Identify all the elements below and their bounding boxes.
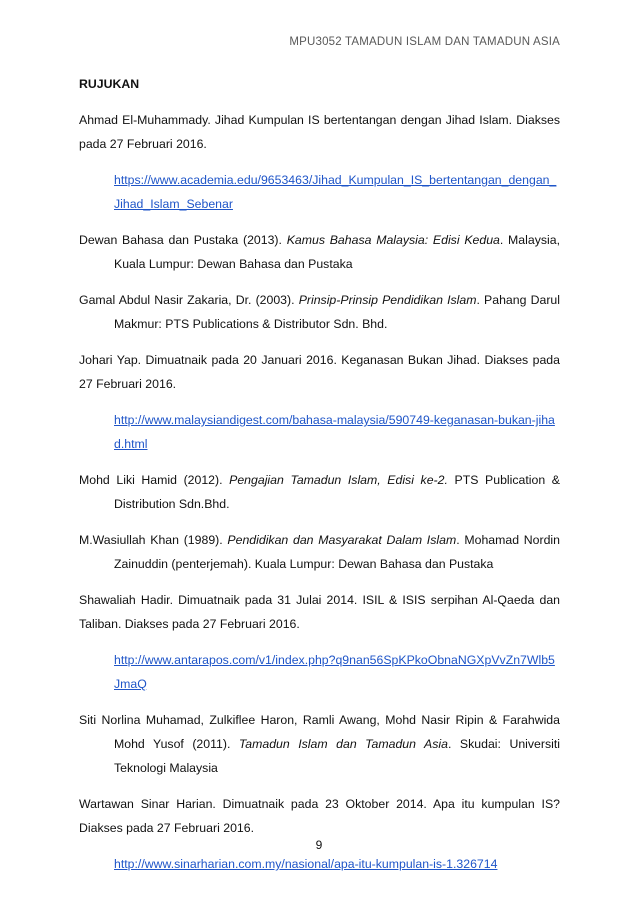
- reference-text: . Mohamad Nordin Zainuddin (penterjemah). Kuala Lumpur: Dewan Bahasa dan Pustaka: [114, 533, 561, 571]
- running-header: MPU3052 TAMADUN ISLAM DAN TAMADUN ASIA: [289, 36, 560, 48]
- reference-text: . Skudai: Universiti Teknologi Malaysia: [114, 737, 561, 775]
- reference-text: M.Wasiullah Khan (1989).: [79, 533, 228, 547]
- reference-link[interactable]: http://www.sinarharian.com.my/nasional/apa-itu-kumpulan-is-1.326714: [114, 857, 498, 871]
- reference-text: Ahmad El-Muhammady. Jihad Kumpulan IS bertentangan dengan Jihad Islam. Diakses pada 27 Februari 2016.: [79, 113, 560, 151]
- reference-title: Pendidikan dan Masyarakat Dalam Islam: [227, 533, 457, 547]
- reference-entry: [79, 108, 560, 156]
- reference-title: Pengajian Tamadun Islam, Edisi ke-2.: [229, 473, 448, 487]
- reference-text: . Pahang Darul Makmur: PTS Publications & Distributor Sdn. Bhd.: [114, 293, 560, 331]
- section-heading: RUJUKAN: [79, 77, 140, 91]
- references-section: [79, 72, 560, 888]
- page-number: 9: [315, 838, 323, 852]
- reference-text: Mohd Liki Hamid (2012).: [79, 473, 230, 487]
- reference-text: Gamal Abdul Nasir Zakaria, Dr. (2003).: [79, 293, 299, 307]
- reference-entry: [79, 228, 560, 276]
- reference-entry: [79, 588, 560, 636]
- reference-text: PTS Publication & Distribution Sdn.Bhd.: [114, 473, 560, 511]
- reference-title: Prinsip-Prinsip Pendidikan Islam: [298, 293, 477, 307]
- reference-entry: [79, 792, 560, 840]
- reference-text: Wartawan Sinar Harian. Dimuatnaik pada 23 Oktober 2014. Apa itu kumpulan IS? Diakses pada 27 Februari 2016.: [79, 797, 560, 835]
- reference-text: Shawaliah Hadir. Dimuatnaik pada 31 Julai 2014. ISIL & ISIS serpihan Al-Qaeda dan Taliban. Diakses pada 27 Februari 2016.: [79, 593, 560, 631]
- reference-link[interactable]: http://www.antarapos.com/v1/index.php?q9nan56SpKPkoObnaNGXpVvZn7Wlb5JmaQ: [114, 653, 555, 691]
- reference-title: Tamadun Islam dan Tamadun Asia: [238, 737, 448, 751]
- reference-entry: [79, 288, 560, 336]
- reference-text: Johari Yap. Dimuatnaik pada 20 Januari 2016. Keganasan Bukan Jihad. Diakses pada 27 Februari 2016.: [79, 353, 560, 391]
- reference-text: Dewan Bahasa dan Pustaka (2013).: [79, 233, 287, 247]
- reference-link[interactable]: http://www.malaysiandigest.com/bahasa-malaysia/590749-keganasan-bukan-jihad.html: [114, 413, 555, 451]
- reference-entry: [79, 528, 560, 576]
- reference-link[interactable]: https://www.academia.edu/9653463/Jihad_Kumpulan_IS_bertentangan_dengan_Jihad_Islam_Sebenar: [114, 173, 557, 211]
- reference-text: Siti Norlina Muhamad, Zulkiflee Haron, Ramli Awang, Mohd Nasir Ripin & Farahwida Mohd Yusof (2011).: [79, 713, 560, 751]
- reference-entry: [79, 348, 560, 396]
- reference-entry: [79, 468, 560, 516]
- reference-entry: [79, 708, 560, 780]
- reference-title: Kamus Bahasa Malaysia: Edisi Kedua: [286, 233, 500, 247]
- reference-text: . Malaysia, Kuala Lumpur: Dewan Bahasa dan Pustaka: [114, 233, 560, 271]
